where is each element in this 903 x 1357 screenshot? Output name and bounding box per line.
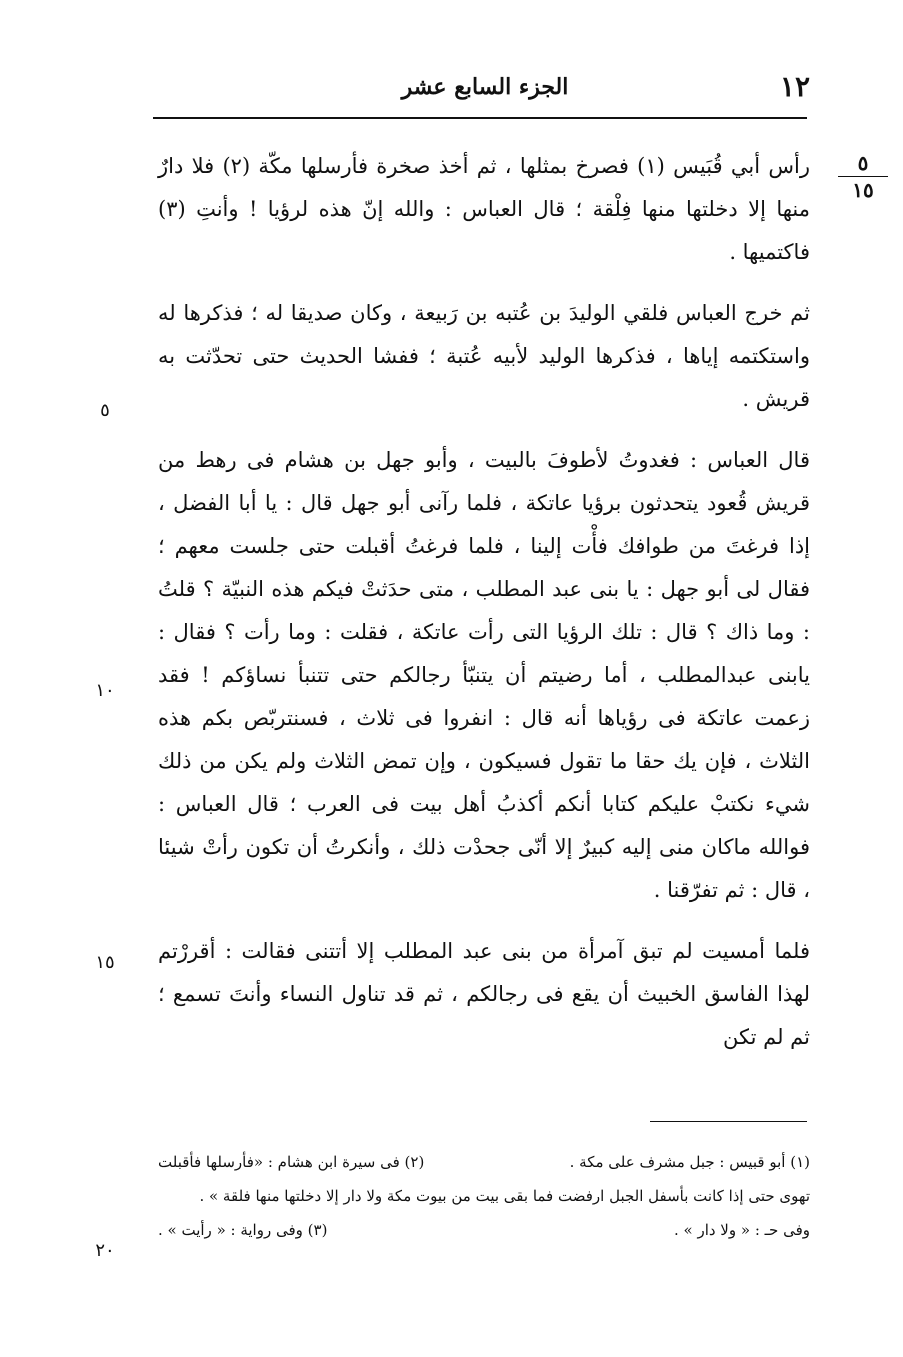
footnote-2-continued: تهوى حتى إذا كانت بأسفل الجبل ارفضت فما بقى بيت من بيوت مكة ولا دار إلا دخلتها منها فلقة » .: [199, 1187, 810, 1205]
footnote-2-variant: وفى حـ : « ولا دار » .: [673, 1221, 810, 1239]
page-header: [160, 70, 810, 110]
margin-line-number-5: ٥: [100, 400, 110, 421]
paragraph-4: فلما أمسيت لم تبق آمرأة من بنى عبد المطلب إلا أتتنى فقالت : أقررْتم لهذا الفاسق الخبيث أن يقع فى رجالكم ، ثم قد تناول النساء وأنتَ تسمع ؛ ثم لم تكن: [158, 939, 810, 1049]
paragraph-1: رأس أبي قُبَيس (١) فصرخ بمثلها ، ثم أخذ صخرة فأرسلها مكّة (٢) فلا دارٌ منها إلا دخلتها منها فِلْقة ؛ قال العباس : والله إنّ هذه لرؤيا ! وأنتِ (٣) فاكتميها .: [158, 154, 811, 264]
margin-line-number-20: ٢٠: [95, 1240, 115, 1261]
main-text: [158, 145, 810, 1105]
margin-fraction-top: ٥: [857, 151, 869, 175]
footnote-row-3: [158, 1213, 810, 1247]
margin-line-number-10: ١٠: [95, 680, 115, 701]
margin-fraction-bottom: ١٥: [852, 178, 874, 202]
footnote-row-1: [158, 1145, 810, 1179]
footnote-rule: [650, 1121, 807, 1122]
footnote-3: (٣) وفى رواية : « رأيت » .: [158, 1221, 328, 1239]
footnotes: [158, 1145, 810, 1247]
running-title: الجزء السابع عشر: [401, 74, 569, 100]
page-number: ١٢: [779, 70, 810, 103]
paragraph-3: قال العباس : فغدوتُ لأطوفَ بالبيت ، وأبو جهل بن هشام فى رهط من قريش قُعود يتحدثون برؤيا عاتكة ، فلما رآنى أبو جهل قال : يا أبا الفضل ، إذا فرغتَ من طوافك فأْت إلينا ، فلما فرغتُ أقبلت حتى جلست معهم ؛ فقال لى أبو جهل : يا بنى عبد المطلب ، متى حدَثتْ فيكم هذه النبيّة ؟ قلتُ : وما ذاك ؟ قال : تلك الرؤيا التى رأت عاتكة ، فقلت : وما رأت ؟ فقال : يابنى عبدالمطلب ، أما رضيتم أن يتنبّأ رجالكم حتى تتنبأ نساؤكم ! فقد زعمت عاتكة فى رؤياها أنه قال : انفروا فى ثلاث ، فسنتربّص بكم هذه الثلاث ، فإن يك حقا ما تقول فسيكون ، وإن تمض الثلاث ولم يكن من ذلك شيء نكتبْ عليكم كتابا أنكم أكذبُ أهل بيت فى العرب ؛ قال العباس : فوالله ماكان منى إليه كبيرٌ إلا أنّى جحدْت ذلك ، وأنكرتُ أن تكون رأتْ شيئا ، قال : ثم تفرّقنا .: [158, 448, 810, 902]
margin-line-number-15: ١٥: [95, 952, 115, 973]
header-rule: [153, 117, 807, 119]
footnote-1: (١) أبو قبيس : جبل مشرف على مكة .: [569, 1153, 810, 1171]
footnote-2-start: (٢) فى سيرة ابن هشام : «فأرسلها فأقبلت: [158, 1153, 425, 1171]
margin-fraction-bar: [838, 176, 888, 177]
paragraph-2: ثم خرج العباس فلقي الوليدَ بن عُتبه بن رَبيعة ، وكان صديقا له ؛ فذكرها له واستكتمه إياها ، فذكرها الوليد لأبيه عُتبة ؛ ففشا الحديث حتى تحدّثت به قريش .: [158, 301, 810, 411]
margin-line-fraction: [838, 152, 888, 201]
